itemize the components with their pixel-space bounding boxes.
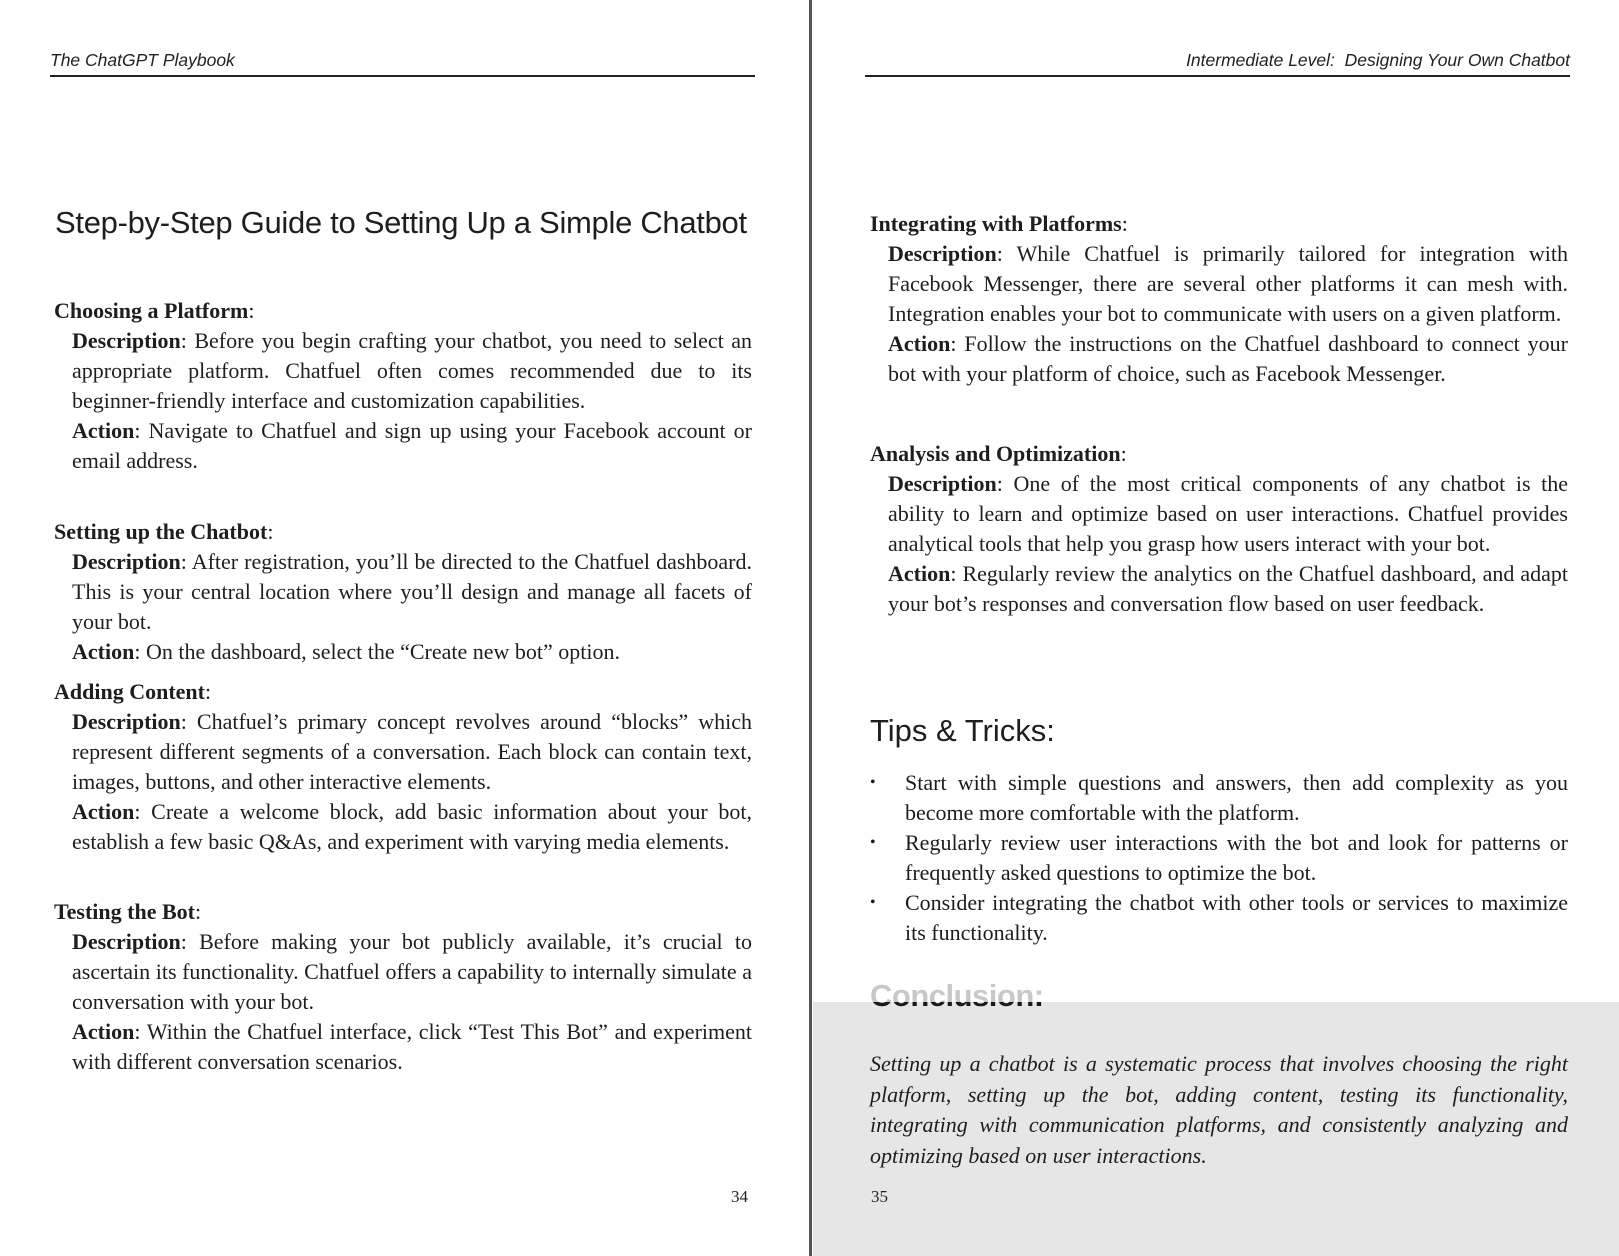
- action-label: Action: [888, 561, 951, 586]
- section-adding-content: [54, 677, 752, 857]
- description-paragraph: Description: Before you begin crafting your chatbot, you need to select an appropriate platform. Chatfuel often comes recommended due to its beginner-friendly interface and customization capabilities.: [72, 328, 752, 413]
- action-label: Action: [72, 1019, 135, 1044]
- description-text: Chatfuel’s primary concept revolves around “blocks” which represent different segments of a conversation. Each block can contain text, images, buttons, and other interactive elements.: [72, 709, 752, 794]
- section-heading: Integrating with Platforms: [870, 211, 1122, 236]
- running-head-left: The ChatGPT Playbook: [50, 50, 755, 77]
- description-text: One of the most critical components of any chatbot is the ability to learn and optimize based on user interactions. Chatfuel provides analytical tools that help you grasp how users interact with your bot.: [888, 471, 1569, 556]
- action-text: Within the Chatfuel interface, click “Test This Bot” and experiment with different conversation scenarios.: [72, 1019, 752, 1074]
- page-number-right: 35: [871, 1187, 888, 1206]
- action-paragraph: Action: Create a welcome block, add basic information about your bot, establish a few basic Q&As, and experiment with varying media elements.: [72, 799, 752, 854]
- page-title: Step-by-Step Guide to Setting Up a Simple Chatbot: [55, 205, 747, 240]
- running-head-right: Intermediate Level: Designing Your Own Chatbot: [865, 50, 1570, 77]
- section-heading-line: Adding Content:: [54, 679, 212, 704]
- action-paragraph: Action: On the dashboard, select the “Create new bot” option.: [72, 639, 621, 664]
- action-paragraph: Action: Regularly review the analytics on the Chatfuel dashboard, and adapt your bot’s responses and conversation flow based on user feedback.: [888, 561, 1568, 616]
- section-heading-line: Testing the Bot:: [54, 899, 202, 924]
- description-label: Description: [888, 241, 997, 266]
- section-heading-line: Choosing a Platform:: [54, 298, 255, 323]
- action-text: Create a welcome block, add basic information about your bot, establish a few basic Q&As, and experiment with varying media elements.: [72, 799, 752, 854]
- description-paragraph: Description: One of the most critical components of any chatbot is the ability to learn and optimize based on user interactions. Chatfuel provides analytical tools that help you grasp how users interact with your bot.: [888, 471, 1569, 556]
- conclusion-heading: Conclusion:: [870, 978, 1044, 1013]
- action-paragraph: Action: Follow the instructions on the Chatfuel dashboard to connect your bot with your platform of choice, such as Facebook Messenger.: [888, 331, 1568, 386]
- action-text: Navigate to Chatfuel and sign up using your Facebook account or email address.: [72, 418, 752, 473]
- action-label: Action: [72, 418, 135, 443]
- tip-text: Consider integrating the chatbot with other tools or services to maximize its functionality.: [905, 890, 1568, 945]
- description-paragraph: Description: While Chatfuel is primarily tailored for integration with Facebook Messenger, there are several other platforms it can mesh with. Integration enables your bot to communicate with users on a given platform.: [888, 241, 1569, 326]
- action-paragraph: Action: Within the Chatfuel interface, click “Test This Bot” and experiment with different conversation scenarios.: [72, 1019, 752, 1074]
- conclusion-text: Setting up a chatbot is a systematic process that involves choosing the right platform, setting up the bot, adding content, testing its functionality, integrating with communication platforms, and consistently analyzing and optimizing based on user interactions.: [870, 1051, 1568, 1168]
- right-page: [813, 0, 1619, 1256]
- description-label: Description: [72, 549, 181, 574]
- section-choosing-platform: [54, 296, 752, 476]
- description-label: Description: [72, 929, 181, 954]
- section-heading: Testing the Bot: [54, 899, 195, 924]
- action-label: Action: [72, 799, 135, 824]
- action-text: Regularly review the analytics on the Chatfuel dashboard, and adapt your bot’s responses and conversation flow based on user feedback.: [888, 561, 1568, 616]
- description-label: Description: [888, 471, 997, 496]
- section-heading: Setting up the Chatbot: [54, 519, 268, 544]
- action-text: On the dashboard, select the “Create new bot” option.: [145, 639, 621, 664]
- tip-text: Regularly review user interactions with the bot and look for patterns or frequently asked questions to optimize the bot.: [905, 830, 1568, 885]
- section-heading: Analysis and Optimization: [870, 441, 1121, 466]
- section-heading: Choosing a Platform: [54, 298, 249, 323]
- tip-item: [870, 888, 1568, 948]
- description-paragraph: Description: Before making your bot publicly available, it’s crucial to ascertain its functionality. Chatfuel offers a capability to internally simulate a conversation with your bot.: [72, 929, 752, 1014]
- bullet-icon: •: [870, 834, 876, 851]
- section-heading: Adding Content: [54, 679, 205, 704]
- section-setting-up-chatbot: [54, 517, 752, 667]
- tip-item: [870, 768, 1568, 828]
- description-text: Before you begin crafting your chatbot, you need to select an appropriate platform. Chatfuel often comes recommended due to its beginner-friendly interface and customization capabilities.: [72, 328, 752, 413]
- tip-item: [870, 828, 1568, 888]
- description-text: After registration, you’ll be directed to the Chatfuel dashboard. This is your central location where you’ll design and manage all facets of your bot.: [72, 549, 752, 634]
- action-paragraph: Action: Navigate to Chatfuel and sign up using your Facebook account or email address.: [72, 418, 752, 473]
- tips-heading: Tips & Tricks:: [870, 713, 1055, 748]
- page-number-left: 34: [731, 1187, 748, 1206]
- section-integrating-platforms: [870, 209, 1568, 389]
- description-text: While Chatfuel is primarily tailored for integration with Facebook Messenger, there are several other platforms it can mesh with. Integration enables your bot to communicate with users on a given platform.: [888, 241, 1569, 326]
- description-label: Description: [72, 328, 181, 353]
- section-heading-line: Analysis and Optimization:: [870, 441, 1127, 466]
- action-text: Follow the instructions on the Chatfuel dashboard to connect your bot with your platform of choice, such as Facebook Messenger.: [888, 331, 1568, 386]
- left-page: [0, 0, 809, 1256]
- section-analysis-optimization: [870, 439, 1568, 619]
- action-label: Action: [72, 639, 135, 664]
- description-label: Description: [72, 709, 181, 734]
- description-text: Before making your bot publicly available, it’s crucial to ascertain its functionality. Chatfuel offers a capability to internally simulate a conversation with your bot.: [72, 929, 752, 1014]
- bullet-icon: •: [870, 894, 876, 911]
- description-paragraph: Description: Chatfuel’s primary concept revolves around “blocks” which represent different segments of a conversation. Each block can contain text, images, buttons, and other interactive elements.: [72, 709, 752, 794]
- action-label: Action: [888, 331, 951, 356]
- page-divider: [809, 0, 812, 1256]
- bullet-icon: •: [870, 774, 876, 791]
- description-paragraph: Description: After registration, you’ll be directed to the Chatfuel dashboard. This is your central location where you’ll design and manage all facets of your bot.: [72, 549, 752, 634]
- tip-text: Start with simple questions and answers, then add complexity as you become more comfortable with the platform.: [905, 770, 1568, 825]
- section-heading-line: Setting up the Chatbot:: [54, 519, 274, 544]
- section-testing-bot: [54, 897, 752, 1077]
- tips-list: [870, 768, 1568, 948]
- section-heading-line: Integrating with Platforms:: [870, 211, 1128, 236]
